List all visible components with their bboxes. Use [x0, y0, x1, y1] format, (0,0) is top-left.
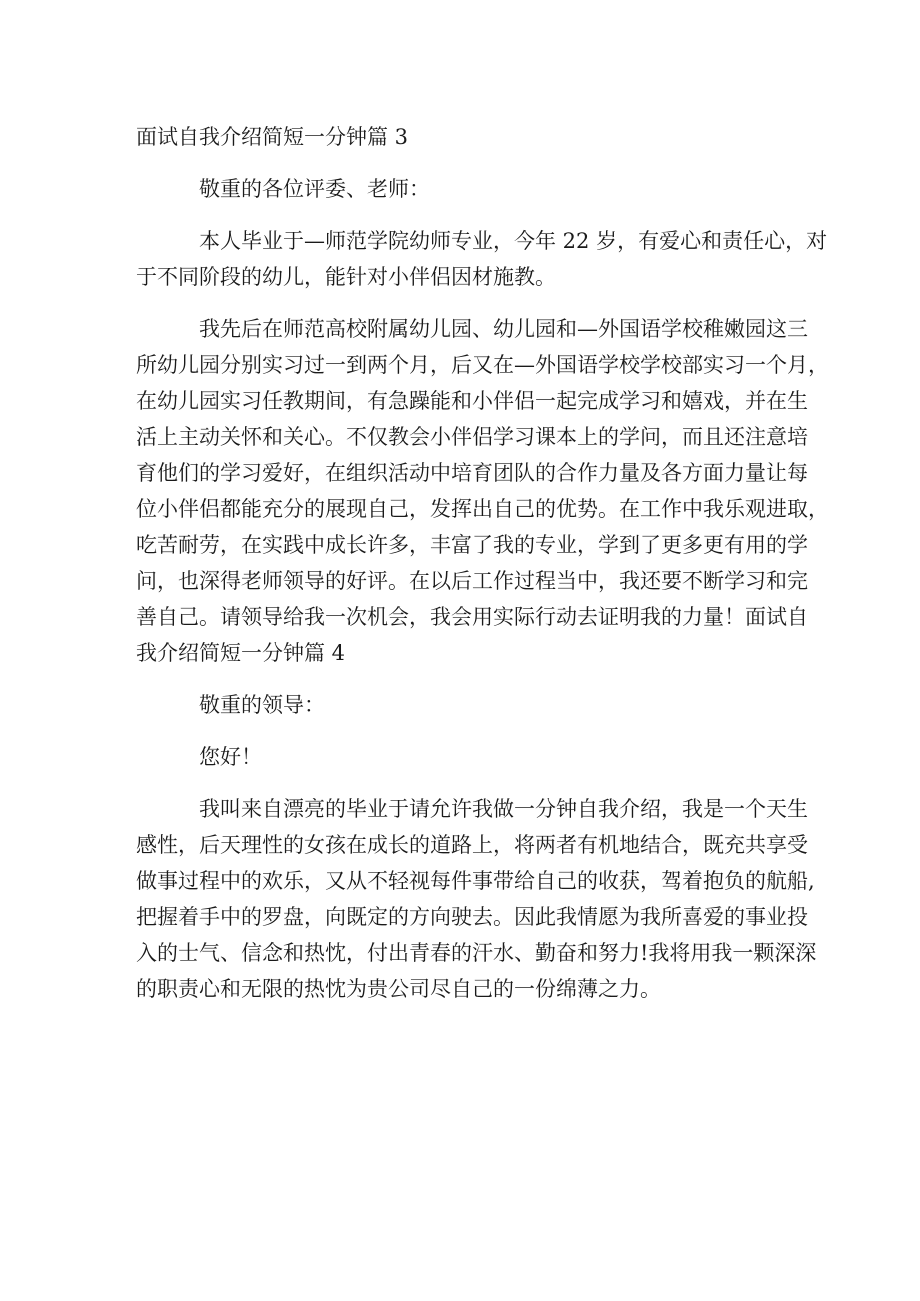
text-line: 善自己。请领导给我一次机会，我会用实际行动去证明我的力量！面试自 [136, 605, 808, 629]
paragraph-self-introduction [136, 791, 817, 1007]
text-line: 把握着手中的罗盘，向既定的方向驶去。因此我情愿为我所喜爱的事业投 [136, 905, 808, 929]
salutation-leader: 敬重的领导： [199, 693, 325, 717]
text-line: 活上主动关怀和关心。不仅教会小伴侣学习课本上的学问，而且还注意培 [136, 425, 808, 449]
section-title-3: 面试自我介绍简短一分钟篇 3 [136, 125, 409, 149]
text-line: 入的士气、信念和热忱，付出青春的汗水、勤奋和努力!我将用我一颗深深 [136, 941, 817, 965]
text-line: 所幼儿园分别实习过一到两个月，后又在—外国语学校学校部实习一个月， [136, 353, 829, 377]
text-line: 吃苦耐劳，在实践中成长许多，丰富了我的专业，学到了更多更有用的学 [136, 533, 808, 557]
text-line: 我叫来自漂亮的毕业于请允许我做一分钟自我介绍，我是一个天生 [199, 797, 808, 821]
text-line: 我先后在师范高校附属幼儿园、幼儿园和—外国语学校稚嫩园这三 [199, 317, 808, 341]
text-line: 感性，后天理性的女孩在成长的道路上，将两者有机地结合，既充共享受 [136, 833, 808, 857]
text-line: 于不同阶段的幼儿，能针对小伴侣因材施教。 [136, 265, 556, 289]
text-line: 育他们的学习爱好，在组织活动中培育团队的合作力量及各方面力量让每 [136, 461, 808, 485]
text-line: 问，也深得老师领导的好评。在以后工作过程当中，我还要不断学习和完 [136, 569, 808, 593]
paragraph-internship [136, 311, 829, 671]
greeting: 您好！ [199, 745, 262, 769]
salutation-judges: 敬重的各位评委、老师： [199, 177, 430, 201]
text-line: 我介绍简短一分钟篇 4 [136, 641, 346, 665]
text-line: 在幼儿园实习任教期间，有急躁能和小伴侣一起完成学习和嬉戏，并在生 [136, 389, 808, 413]
text-line: 本人毕业于—师范学院幼师专业，今年 22 岁，有爱心和责任心，对 [199, 229, 828, 253]
document-body [136, 119, 829, 1023]
text-line: 位小伴侣都能充分的展现自己，发挥出自己的优势。在工作中我乐观进取， [136, 497, 829, 521]
text-line: 的职责心和无限的热忱为贵公司尽自己的一份绵薄之力。 [136, 977, 661, 1001]
paragraph-graduation [136, 223, 828, 295]
text-line: 做事过程中的欢乐，又从不轻视每件事带给自己的收获，驾着抱负的航船, [136, 869, 815, 893]
